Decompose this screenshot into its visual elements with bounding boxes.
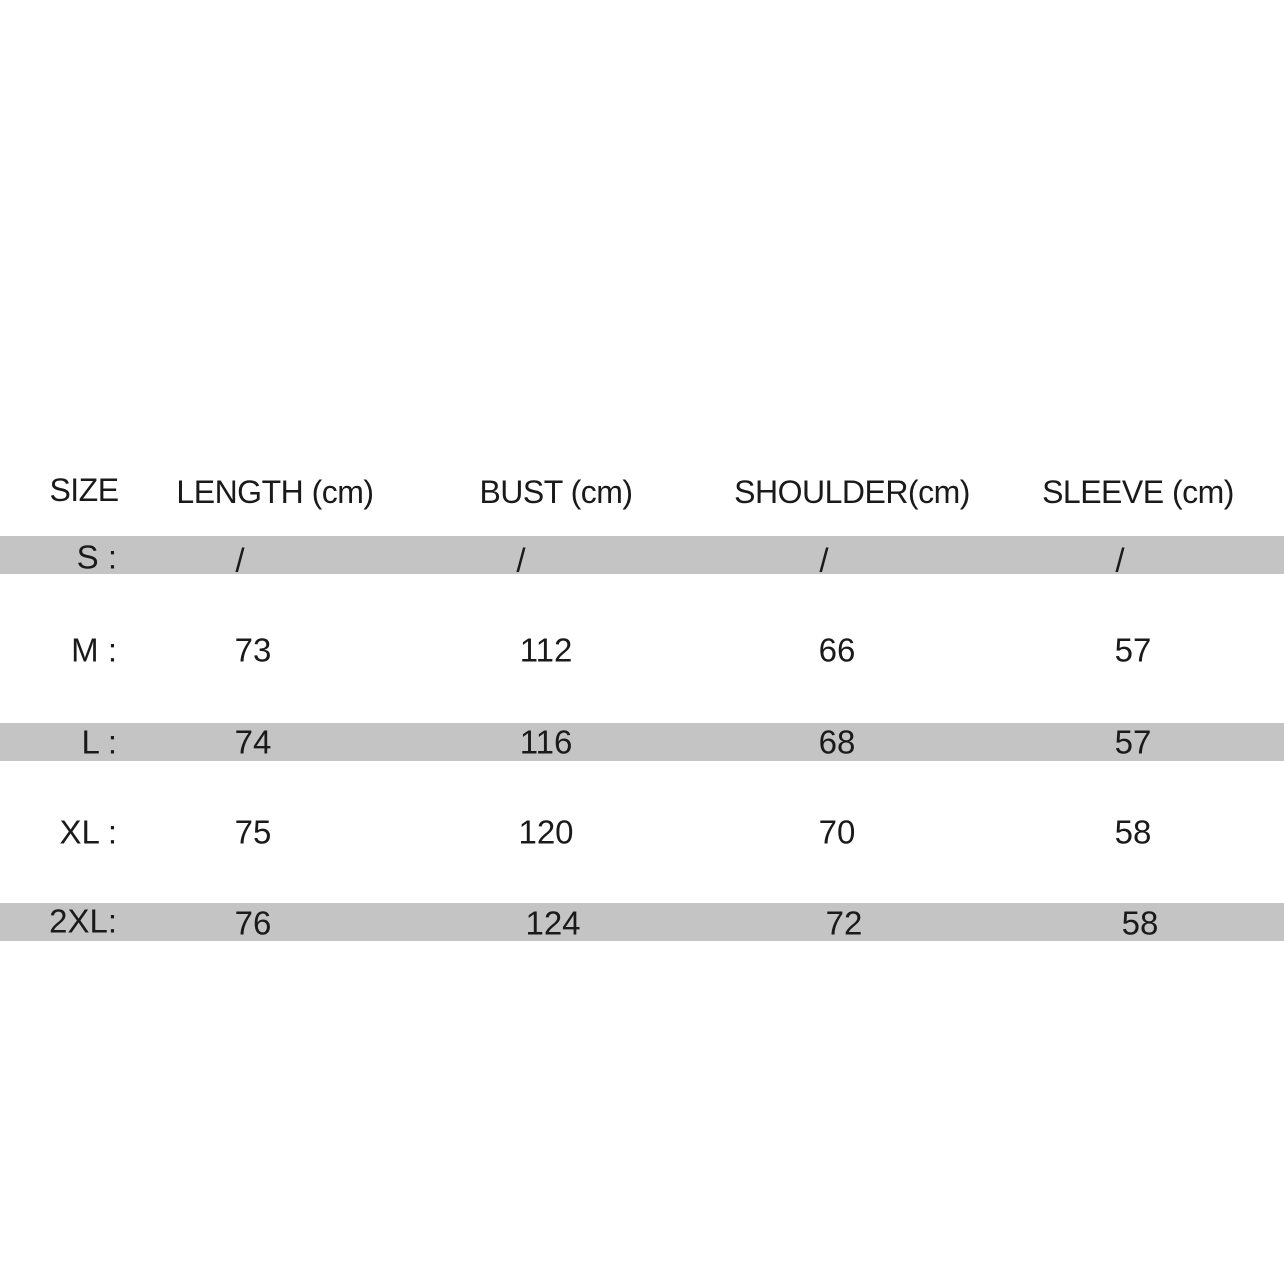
- row-l-shoulder: 68: [818, 723, 856, 761]
- row-l-size: L :: [81, 723, 117, 761]
- row-2xl-bust: 124: [525, 904, 581, 942]
- header-shoulder: SHOULDER(cm): [734, 474, 970, 510]
- row-band-l: [0, 723, 1284, 761]
- row-xl-length: 75: [234, 813, 272, 851]
- row-xl-size: XL :: [59, 813, 117, 851]
- row-m-shoulder: 66: [818, 631, 856, 669]
- row-band-2xl: [0, 903, 1284, 941]
- row-l-sleeve: 57: [1114, 723, 1152, 761]
- row-m-sleeve: 57: [1114, 631, 1152, 669]
- row-s-length: /: [235, 541, 245, 579]
- row-m-size: M :: [71, 631, 117, 669]
- row-xl-sleeve: 58: [1114, 813, 1152, 851]
- row-xl-bust: 120: [518, 813, 574, 851]
- row-s-bust: /: [516, 541, 526, 579]
- row-2xl-size: 2XL:: [49, 902, 117, 940]
- row-2xl-sleeve: 58: [1121, 904, 1159, 942]
- row-band-s: [0, 536, 1284, 574]
- row-2xl-shoulder: 72: [825, 904, 863, 942]
- row-2xl-length: 76: [234, 904, 272, 942]
- row-s-sleeve: /: [1115, 541, 1125, 579]
- row-l-bust: 116: [519, 723, 573, 761]
- row-s-size: S :: [76, 538, 117, 576]
- row-xl-shoulder: 70: [818, 813, 856, 851]
- row-s-shoulder: /: [819, 541, 829, 579]
- header-sleeve: SLEEVE (cm): [1042, 474, 1234, 510]
- row-m-bust: 112: [519, 631, 573, 669]
- row-m-length: 73: [234, 631, 272, 669]
- row-l-length: 74: [234, 723, 272, 761]
- header-size: SIZE: [49, 472, 119, 508]
- header-length: LENGTH (cm): [176, 474, 374, 510]
- header-bust: BUST (cm): [479, 474, 633, 510]
